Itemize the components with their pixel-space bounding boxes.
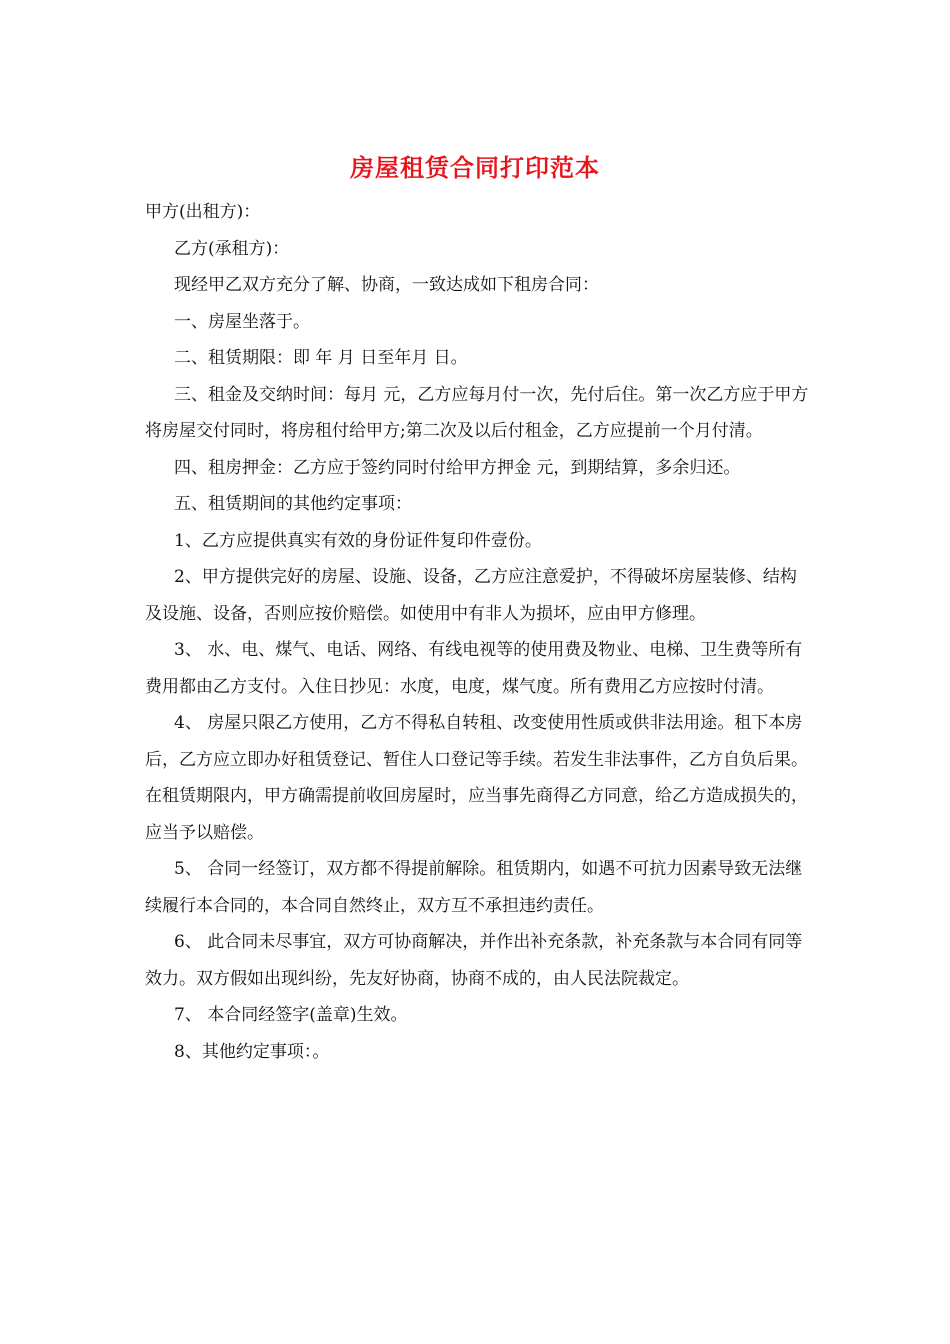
party-a-line: 甲方(出租方)： [145, 202, 261, 222]
document-title: 房屋租赁合同打印范本 [350, 154, 600, 182]
clause-rent: 三、租金及交纳时间：每月 元，乙方应每月付一次，先付后住。第一次乙方应于甲方将房屋交付同时，将房租付给甲方;第二次及以后付租金，乙方应提前一个月付清。 [145, 384, 809, 441]
item-5: 5、 合同一经签订，双方都不得提前解除。租赁期内，如遇不可抗力因素导致无法继续履行本合同的，本合同自然终止，双方互不承担违约责任。 [145, 859, 803, 916]
document-body [145, 194, 810, 1070]
item-3: 3、 水、电、煤气、电话、网络、有线电视等的使用费及物业、电梯、卫生费等所有费用都由乙方支付。入住日抄见：水度，电度，煤气度。所有费用乙方应按时付清。 [145, 640, 803, 697]
clause-deposit: 四、租房押金：乙方应于签约同时付给甲方押金 元，到期结算，多余归还。 [174, 457, 741, 478]
item-2: 2、甲方提供完好的房屋、设施、设备，乙方应注意爱护，不得破坏房屋装修、结构及设施、设备，否则应按价赔偿。如使用中有非人为损坏，应由甲方修理。 [145, 567, 797, 624]
item-4: 4、 房屋只限乙方使用，乙方不得私自转租、改变使用性质或供非法用途。租下本房后，乙方应立即办好租赁登记、暂住人口登记等手续。若发生非法事件，乙方自负后果。在租赁期限内，甲方确需提前收回房屋时，应当事先商得乙方同意，给乙方造成损失的，应当予以赔偿。 [145, 713, 808, 843]
item-8: 8、其他约定事项：。 [174, 1041, 330, 1062]
item-1: 1、乙方应提供真实有效的身份证件复印件壹份。 [174, 530, 542, 551]
item-6: 6、 此合同未尽事宜，双方可协商解决，并作出补充条款，补充条款与本合同有同等效力。双方假如出现纠纷，先友好协商，协商不成的，由人民法院裁定。 [145, 932, 803, 989]
preamble: 现经甲乙双方充分了解、协商，一致达成如下租房合同： [174, 275, 599, 295]
clause-location: 一、房屋坐落于。 [174, 311, 310, 332]
clause-other-heading: 五、租赁期间的其他约定事项： [174, 494, 412, 514]
item-7: 7、 本合同经签字(盖章)生效。 [174, 1005, 408, 1025]
party-b-line: 乙方(承租方)： [174, 238, 290, 259]
clause-term: 二、租赁期限：即 年 月 日至年月 日。 [174, 348, 468, 368]
